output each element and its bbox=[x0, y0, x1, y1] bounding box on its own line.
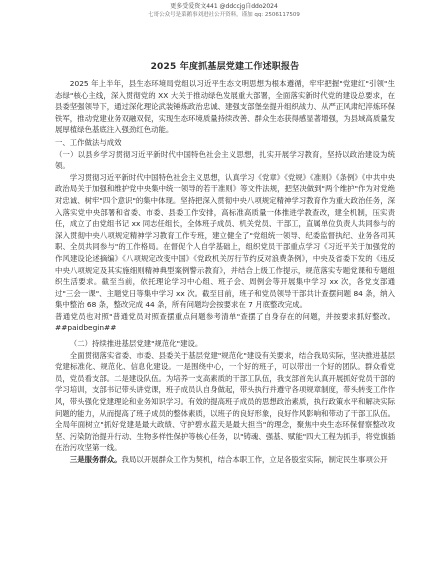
header-line-1: 更多受爱资文441 @ddccjg自ddo2024 bbox=[170, 3, 278, 10]
document-body bbox=[55, 60, 395, 466]
body-paragraph-2: 全面贯彻落实省委、市委、县委关于基层党建"规范化"建设有关要求，结合我局实际，坚决推进基层党建标准化、规范化、信息化建设。一是围绕中心，一个好的班子，可以带出一个好的团队。群众看党员，党员看支部。二是建设队伍。为培养一支高素质的干部工队伍，我支部首先认真开展抓好党员干部的学习培训，支部书记带头讲党课，班子成员认自身做起，带头执行并遵守各项规章制度，带头转变工作作风，带头强化党建理论和业务知识学习。有效的提高班子成员的思想政治素质，执行政策水平和解决实际问题的能力，从而提高了班子成员的整体素质，以班子的良好形象，良好作风影响和带动了干部工队伍。全局年面树立"抓好党建是最大政绩、守护碧水蓝天是最大担当"的理念，聚焦中央生态环保督察整改攻坚、污染防治提升行动、生物多样性保护等核心任务，以"铸魂、强基、赋能"四大工程为抓手，将党旗插在治污攻坚第一线。 bbox=[55, 350, 395, 453]
body-paragraph-3 bbox=[55, 454, 395, 466]
emphasis-lead: 三是服务群众。 bbox=[69, 455, 122, 464]
section-heading-1: 一、工作做法与成效 bbox=[55, 137, 122, 147]
header-line-2: 七哥公众号是菜鹅事刘进社公开资料，谨加 qq: 2506117509 bbox=[148, 12, 300, 18]
intro-paragraph: 2025 年上半年，县生态环境局党组以习近平生态文明思想为根本遵循，牢牢把握"党建红"引领"生态绿"核心主线，深入贯彻党的 XX 大关于推动绿色发展重大部署，全面落实新时代党的建设总要求，在县委坚强领导下，通过深化理论武装锤炼政治忠诚、建强支部堡垒提升组织战力、从严正风肃纪淬炼环保铁军，推动党建业务双融双促，实现生态环境质量持续改善、群众生态获得感显著增强，为县域高质量发展厚植绿色基底注入强劲红色动能。 bbox=[55, 79, 395, 135]
subsection-heading-2: （二）持续推进基层党建"规范化"建设。 bbox=[69, 339, 203, 349]
document-title: 2025 年度抓基层党建工作述职报告 bbox=[150, 62, 300, 72]
body-paragraph-1b: 普通党员也对照"普通党员对照查摆重点问题参考清单"查摆了自身存在的问题，并按要求抓好整改。##paidbegin## bbox=[55, 311, 395, 333]
body-paragraph-3-text: 我局以开展群众工作为契机，结合本职工作，立足各股室实际，制定民生事项公开 bbox=[121, 455, 388, 464]
subsection-heading-1: （一）以县乡学习贯彻习近平新时代中国特色社会主义思想，扎实开展学习教育，坚持以政治建设为统领。 bbox=[55, 149, 395, 171]
page-header bbox=[0, 0, 448, 26]
body-paragraph-1: 学习贯彻习近平新时代中国特色社会主义思想，认真学习《党章》《党规》《准则》《条例》《中共中央政治局关于加强和维护党中央集中统一领导的若干准则》等文件法规，把坚决做到"两个维护"作为对党绝对忠诚、树牢"四个意识"的集中体现。坚持把深入贯彻中央八项规定精神学习教育作为重大政治任务，深入落实党中央部署和省委、市委、县委工作安排，高标准高质量一体推进学教查改，建全机制，压实责任，成立了由党组书记 xx 同志任组长，全体班子成员、机关党员、干部工，直属单位负责人共同参与的深入贯彻中央八项规定精神学习教育工作专班，建立健全了"党组统一领导、纪委监督执纪、业务各司其职、全员共同参与"的工作格局。在督促个人自学基础上，组织党员干部重点学习《习近平关于加强党的作风建设论述摘编》《八项规定改变中国》《党政机关厉行节约反对浪费条例》，中央及省委下发的《违反中央八项规定及其实施细则精神典型案例警示教育》，并结合上级工作提示，规范落实专题党课和专题组织生活要求。截至当前，依托理论学习中心组、班子会、周例会等开展集中学习 xx 次，各党支部通过"三会一课"、主题党日等集中学习 xx 次。截至目前，班子和党员领导干部共计查摆问题 84 条，纳入集中整治 68 条，整改完成 44 条，所有问题均会按要求在 7 月底整改完成。 bbox=[55, 172, 395, 310]
